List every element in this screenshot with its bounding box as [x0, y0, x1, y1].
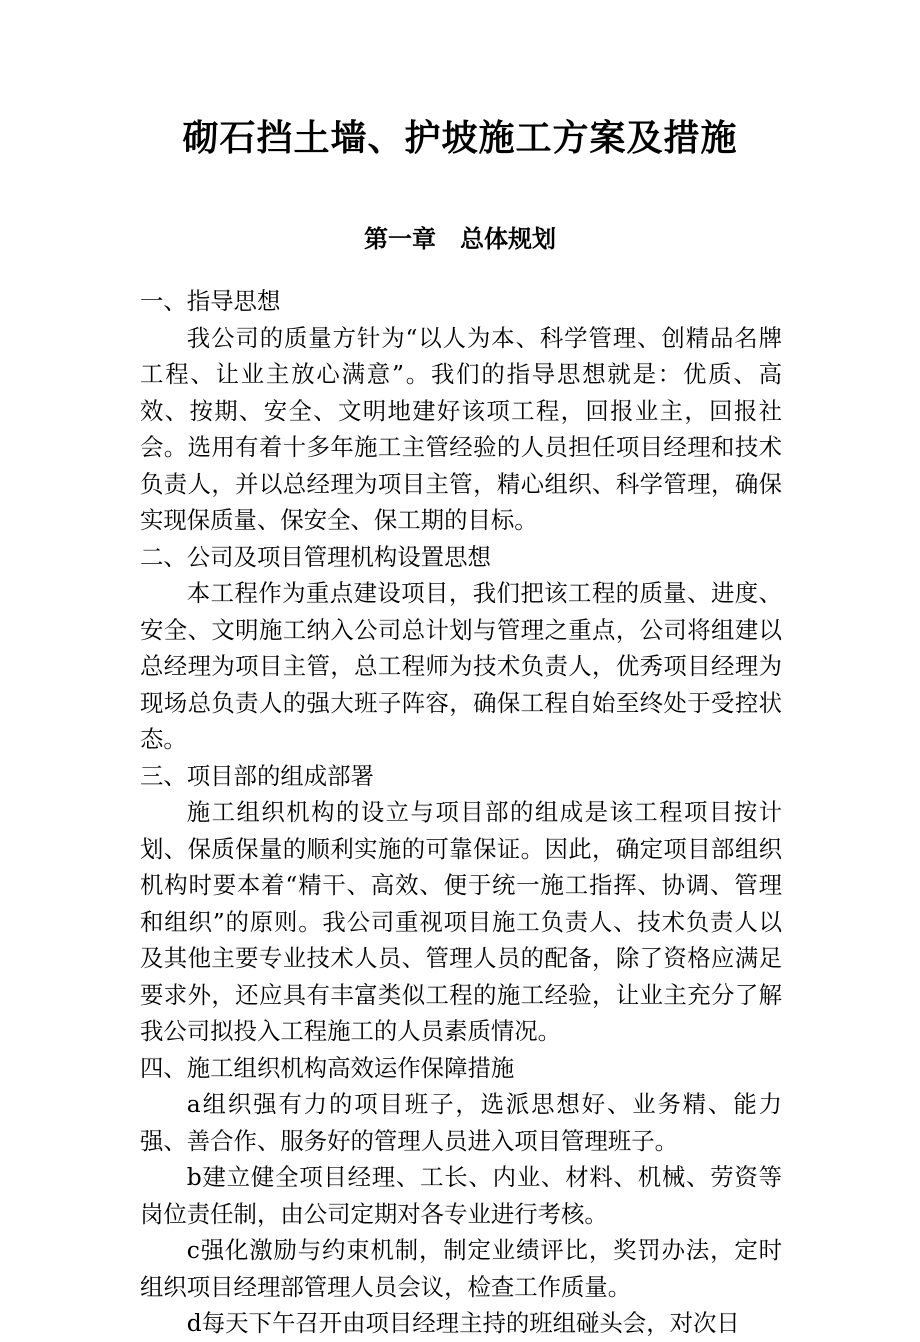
- document-title: 砌石挡土墙、护坡施工方案及措施: [182, 117, 738, 159]
- list-item-measure-a: a组织强有力的项目班子，选派思想好、业务精、能力强、善合作、服务好的管理人员进入项目管理班子。: [140, 1090, 782, 1155]
- section-heading-project-team: 三、项目部的组成部署: [140, 761, 374, 790]
- list-item-measure-b: b建立健全项目经理、工长、内业、材料、机械、劳资等岗位责任制，由公司定期对各专业进行考核。: [140, 1163, 782, 1228]
- list-item-measure-d: d每天下午召开由项目经理主持的班组碰头会，对次日: [186, 1309, 740, 1337]
- section-heading-safeguard-measures: 四、施工组织机构高效运作保障措施: [140, 1053, 515, 1082]
- paragraph-guiding-ideology: 我公司的质量方针为“以人为本、科学管理、创精品名牌工程、让业主放心满意”。我们的指导思想就是：优质、高效、按期、安全、文明地建好该项工程，回报业主，回报社会。选用有着十多年施工主管经验的人员担任项目经理和技术负责人，并以总经理为项目主管，精心组织、科学管理，确保实现保质量、保安全、保工期的目标。: [140, 323, 782, 534]
- paragraph-project-team: 施工组织机构的设立与项目部的组成是该工程项目按计划、保质保量的顺利实施的可靠保证。因此，确定项目部组织机构时要本着“精干、高效、便于统一施工指挥、协调、管理和组织”的原则。我公司重视项目施工负责人、技术负责人以及其他主要专业技术人员、管理人员的配备，除了资格应满足要求外，还应具有丰富类似工程的施工经验，让业主充分了解我公司拟投入工程施工的人员素质情况。: [140, 798, 782, 1045]
- list-item-measure-c: c强化激励与约束机制，制定业绩评比，奖罚办法，定时组织项目经理部管理人员会议，检查工作质量。: [140, 1236, 782, 1301]
- section-heading-guiding-ideology: 一、指导思想: [140, 287, 281, 315]
- paragraph-management-structure: 本工程作为重点建设项目，我们把该工程的质量、进度、安全、文明施工纳入公司总计划与管理之重点，公司将组建以总经理为项目主管，总工程师为技术负责人，优秀项目经理为现场总负责人的强大班子阵容，确保工程自始至终处于受控状态。: [140, 579, 782, 753]
- section-heading-management-structure: 二、公司及项目管理机构设置思想: [140, 542, 491, 571]
- document-body: [140, 283, 782, 1342]
- chapter-title: 第一章 总体规划: [364, 224, 556, 253]
